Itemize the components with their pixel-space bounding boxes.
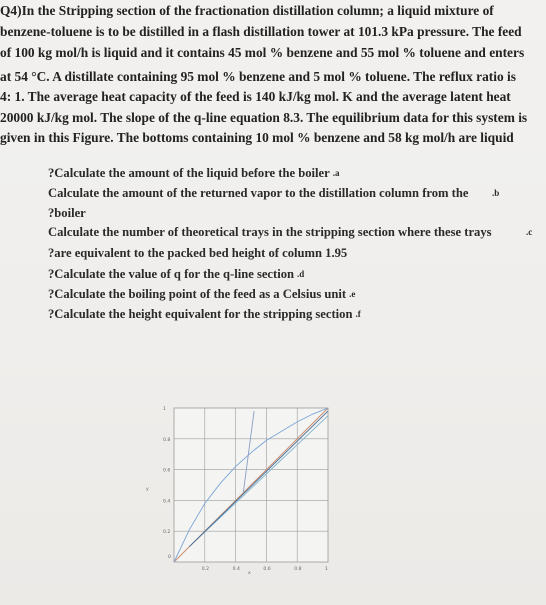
x-tick-label: 1 [325, 567, 328, 572]
question-b-tag: .b [492, 188, 500, 198]
question-a: ?Calculate the amount of the liquid before the boiler .a [48, 166, 340, 180]
problem-line-6: 20000 kJ/kg mol. The slope of the q-line equation 8.3. The equilibrium data for this system is [0, 110, 528, 125]
problem-line-1: Q4)In the Stripping section of the fractionation distillation column; a liquid mixture of [0, 3, 494, 18]
problem-line-4: at 54 °C. A distillate containing 95 mol % benzene and 5 mol % toluene. The reflux ratio is [0, 69, 516, 84]
question-f: ?Calculate the height equivalent for the stripping section .f [48, 307, 361, 321]
y-axis-label: y [146, 487, 149, 492]
x-tick-label: 0.6 [263, 567, 271, 572]
equilibrium-chart-svg [140, 398, 350, 588]
problem-line-5: 4: 1. The average heat capacity of the feed is 140 kJ/kg mol. K and the average latent heat [0, 89, 511, 104]
x-tick-label: 0.8 [294, 567, 302, 572]
question-c-cont: ?are equivalent to the packed bed height of column 1.95 [48, 246, 348, 260]
equilibrium-chart [140, 398, 350, 588]
x-tick-label: 0.2 [201, 567, 210, 572]
y-tick-label: 0.6 [163, 468, 171, 474]
question-c-tag: .c [526, 227, 533, 237]
x-axis-label: x [248, 571, 251, 576]
question-b: Calculate the amount of the returned vapor to the distillation column from the [48, 186, 469, 200]
question-d: ?Calculate the value of q for the q-line section .d [48, 267, 305, 281]
problem-line-7: given in this Figure. The bottoms containing 10 mol % benzene and 58 kg mol/h are liquid [0, 130, 514, 145]
question-e: ?Calculate the boiling point of the feed as a Celsius unit .e [48, 287, 356, 301]
y-tick-label: 0.8 [163, 437, 171, 443]
y-tick-label: 0.4 [163, 499, 171, 505]
question-c: Calculate the number of theoretical trays in the stripping section where these trays [48, 225, 492, 239]
x-tick-label: 0.4 [232, 567, 240, 572]
problem-line-2: benzene-toluene is to be distilled in a flash distillation tower at 101.3 kPa pressure. The feed [0, 24, 522, 39]
problem-line-3: of 100 kg mol/h is liquid and it contains 45 mol % benzene and 55 mol % toluene and enters [0, 45, 525, 60]
question-b-cont: ?boiler [48, 206, 86, 220]
y-tick-label: 0.2 [163, 530, 171, 536]
origin-label: 0 [168, 555, 171, 560]
y-tick-label: 1 [163, 407, 166, 412]
